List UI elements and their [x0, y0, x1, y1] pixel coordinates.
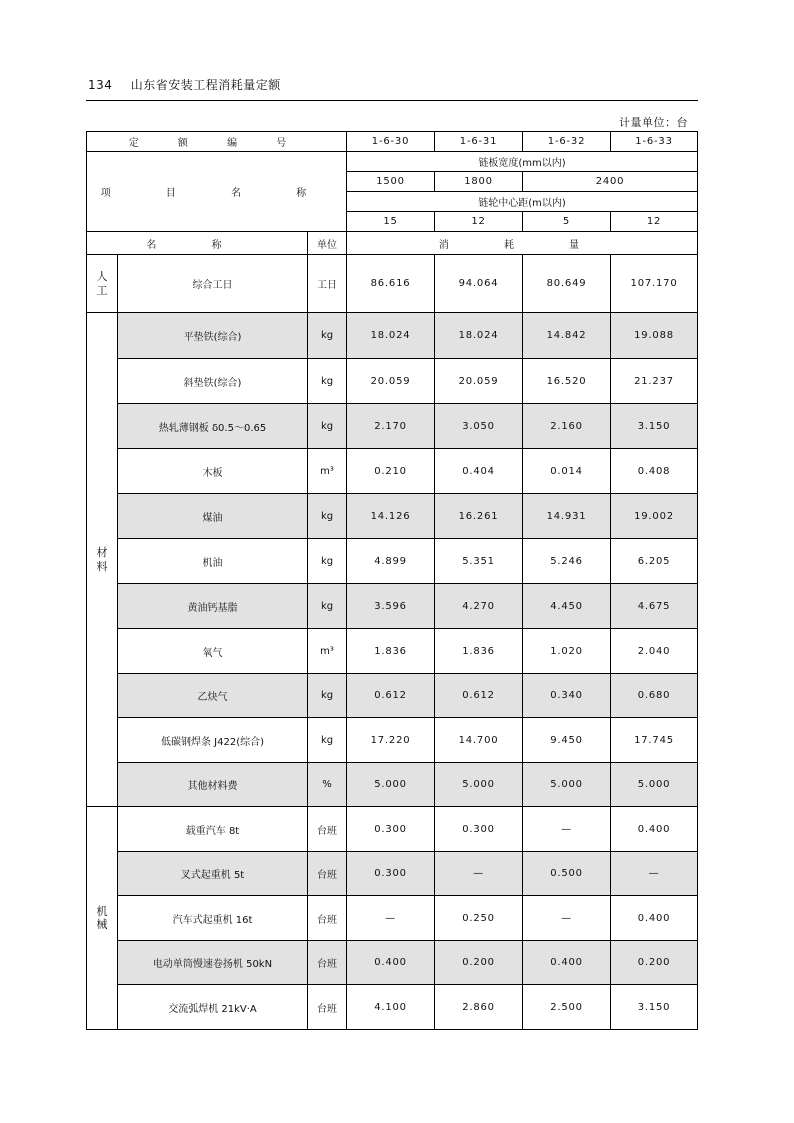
- row-value: 0.200: [435, 941, 523, 985]
- row-value: 0.408: [611, 449, 698, 494]
- quota-code-label: 定 额 编 号: [87, 132, 347, 152]
- row-value: 0.404: [435, 449, 523, 494]
- row-value: 19.088: [611, 313, 698, 359]
- row-value: 14.126: [347, 494, 435, 539]
- row-value: 0.612: [347, 674, 435, 718]
- row-unit: kg: [308, 313, 347, 359]
- row-value: 9.450: [523, 718, 611, 763]
- row-value: 6.205: [611, 539, 698, 584]
- row-value: 1.836: [435, 629, 523, 674]
- row-value: 0.400: [523, 941, 611, 985]
- row-value: 3.596: [347, 584, 435, 629]
- row-value: 2.160: [523, 404, 611, 449]
- row-value: 4.450: [523, 584, 611, 629]
- row-value: 20.059: [347, 359, 435, 404]
- page-header: [88, 76, 281, 93]
- row-value: 5.351: [435, 539, 523, 584]
- table-row: [87, 985, 698, 1030]
- table-head: [87, 132, 698, 255]
- header-rule: [86, 100, 698, 101]
- row-value: 0.612: [435, 674, 523, 718]
- param1-label: 链板宽度(mm以内): [347, 152, 698, 172]
- row-name: 热轧薄钢板 δ0.5～0.65: [118, 404, 308, 449]
- row-value: 2.040: [611, 629, 698, 674]
- book-title: 山东省安装工程消耗量定额: [130, 78, 281, 92]
- param2-value-2: 12: [435, 212, 523, 232]
- row-value: 2.860: [435, 985, 523, 1030]
- table-row: [87, 763, 698, 807]
- row-name: 木板: [118, 449, 308, 494]
- row-value: 14.700: [435, 718, 523, 763]
- row-name: 机油: [118, 539, 308, 584]
- col-name-label: 名 称: [87, 232, 308, 255]
- row-value: 16.520: [523, 359, 611, 404]
- row-name: 综合工日: [118, 255, 308, 313]
- row-name: 氧气: [118, 629, 308, 674]
- table-row: [87, 629, 698, 674]
- unit-note: 计量单位：台: [619, 116, 688, 129]
- row-unit: 台班: [308, 941, 347, 985]
- table-row: [87, 449, 698, 494]
- param2-value-3: 5: [523, 212, 611, 232]
- row-value: 5.000: [435, 763, 523, 807]
- param1-value-2: 1800: [435, 172, 523, 192]
- row-value: 3.050: [435, 404, 523, 449]
- row-value: 14.842: [523, 313, 611, 359]
- item-name-label: 项 目 名 称: [87, 152, 347, 232]
- row-unit: kg: [308, 404, 347, 449]
- row-name: 其他材料费: [118, 763, 308, 807]
- table-row: [87, 255, 698, 313]
- row-value: 18.024: [347, 313, 435, 359]
- labor-section: [87, 255, 698, 313]
- row-unit: 台班: [308, 896, 347, 941]
- row-value: 86.616: [347, 255, 435, 313]
- row-value: 3.150: [611, 404, 698, 449]
- param2-value-1: 15: [347, 212, 435, 232]
- quota-code-3: 1-6-32: [523, 132, 611, 152]
- row-value: 20.059: [435, 359, 523, 404]
- row-name: 汽车式起重机 16t: [118, 896, 308, 941]
- page-number: 134: [88, 78, 113, 92]
- row-value: 4.270: [435, 584, 523, 629]
- row-name: 电动单筒慢速卷扬机 50kN: [118, 941, 308, 985]
- row-unit: %: [308, 763, 347, 807]
- table-row: [87, 674, 698, 718]
- table-row: [87, 584, 698, 629]
- row-value: 19.002: [611, 494, 698, 539]
- row-value: 5.246: [523, 539, 611, 584]
- row-value: 4.899: [347, 539, 435, 584]
- row-value: 0.500: [523, 852, 611, 896]
- row-unit: 台班: [308, 985, 347, 1030]
- row-value: 5.000: [611, 763, 698, 807]
- table-row: [87, 807, 698, 852]
- quota-code-1: 1-6-30: [347, 132, 435, 152]
- row-name: 交流弧焊机 21kV·A: [118, 985, 308, 1030]
- row-name: 叉式起重机 5t: [118, 852, 308, 896]
- row-name: 平垫铁(综合): [118, 313, 308, 359]
- table-row: [87, 359, 698, 404]
- row-value: 0.014: [523, 449, 611, 494]
- param2-label: 链轮中心距(m以内): [347, 192, 698, 212]
- quota-code-4: 1-6-33: [611, 132, 698, 152]
- row-name: 斜垫铁(综合): [118, 359, 308, 404]
- row-unit: kg: [308, 584, 347, 629]
- row-value: 5.000: [523, 763, 611, 807]
- table-row: [87, 494, 698, 539]
- row-value: —: [611, 852, 698, 896]
- col-consumption-label: 消 耗 量: [347, 232, 698, 255]
- row-name: 黄油钙基脂: [118, 584, 308, 629]
- row-value: 0.400: [347, 941, 435, 985]
- row-value: —: [523, 896, 611, 941]
- table-row: [87, 718, 698, 763]
- table-row: [87, 852, 698, 896]
- row-value: 16.261: [435, 494, 523, 539]
- row-value: 0.400: [611, 807, 698, 852]
- row-value: 0.300: [347, 807, 435, 852]
- param1-value-1: 1500: [347, 172, 435, 192]
- row-value: 14.931: [523, 494, 611, 539]
- row-value: 21.237: [611, 359, 698, 404]
- row-value: 17.220: [347, 718, 435, 763]
- row-value: —: [523, 807, 611, 852]
- row-value: 4.675: [611, 584, 698, 629]
- row-value: 80.649: [523, 255, 611, 313]
- row-unit: kg: [308, 674, 347, 718]
- param2-value-4: 12: [611, 212, 698, 232]
- quota-code-2: 1-6-31: [435, 132, 523, 152]
- row-value: 1.020: [523, 629, 611, 674]
- row-value: 0.400: [611, 896, 698, 941]
- row-value: 2.170: [347, 404, 435, 449]
- category-machine: 机 械: [87, 807, 118, 1030]
- category-labor: 人 工: [87, 255, 118, 313]
- row-value: —: [347, 896, 435, 941]
- row-name: 低碳钢焊条 J422(综合): [118, 718, 308, 763]
- row-value: 0.340: [523, 674, 611, 718]
- col-unit-label: 单位: [308, 232, 347, 255]
- row-unit: kg: [308, 359, 347, 404]
- row-value: 0.300: [347, 852, 435, 896]
- row-value: 107.170: [611, 255, 698, 313]
- row-value: 94.064: [435, 255, 523, 313]
- row-value: 1.836: [347, 629, 435, 674]
- row-unit: kg: [308, 539, 347, 584]
- row-name: 乙炔气: [118, 674, 308, 718]
- category-material: 材 料: [87, 313, 118, 807]
- table-row: [87, 404, 698, 449]
- row-value: 17.745: [611, 718, 698, 763]
- material-section: [87, 313, 698, 807]
- row-value: 3.150: [611, 985, 698, 1030]
- row-value: 2.500: [523, 985, 611, 1030]
- row-unit: kg: [308, 494, 347, 539]
- table-row: [87, 539, 698, 584]
- row-unit: 台班: [308, 807, 347, 852]
- row-value: 0.250: [435, 896, 523, 941]
- row-name: 载重汽车 8t: [118, 807, 308, 852]
- row-value: —: [435, 852, 523, 896]
- row-value: 18.024: [435, 313, 523, 359]
- row-unit: m³: [308, 449, 347, 494]
- row-unit: m³: [308, 629, 347, 674]
- table-row: [87, 941, 698, 985]
- table-row: [87, 896, 698, 941]
- row-unit: 工日: [308, 255, 347, 313]
- row-value: 4.100: [347, 985, 435, 1030]
- quota-table: [86, 131, 698, 1030]
- table-row: [87, 313, 698, 359]
- row-value: 0.210: [347, 449, 435, 494]
- row-unit: 台班: [308, 852, 347, 896]
- row-name: 煤油: [118, 494, 308, 539]
- row-value: 0.680: [611, 674, 698, 718]
- machine-section: [87, 807, 698, 1030]
- row-value: 0.300: [435, 807, 523, 852]
- row-value: 5.000: [347, 763, 435, 807]
- param1-value-3: 2400: [523, 172, 698, 192]
- row-value: 0.200: [611, 941, 698, 985]
- row-unit: kg: [308, 718, 347, 763]
